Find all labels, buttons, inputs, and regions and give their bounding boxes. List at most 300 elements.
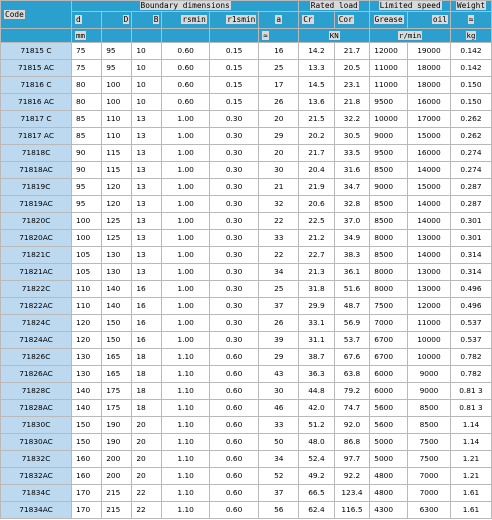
a-value-cell: 56 [259, 502, 299, 519]
oil-speed-cell: 16000 [407, 94, 450, 111]
static-load-cor-cell: 116.5 [334, 502, 370, 519]
grease-speed-cell: 9000 [370, 128, 408, 145]
width-b-cell: 13 [132, 162, 162, 179]
weight-cell: 0.81 3 [451, 400, 492, 417]
outer-diameter-cell: 110 [102, 128, 132, 145]
weight-cell: 0.314 [451, 264, 492, 281]
table-row [1, 264, 492, 281]
weight-cell: 0.537 [451, 332, 492, 349]
weight-cell: 0.142 [451, 60, 492, 77]
outer-diameter-cell: 200 [102, 451, 132, 468]
weight-cell: 0.301 [451, 213, 492, 230]
rsmin-cell: 0.60 [162, 60, 209, 77]
bore-d-cell: 170 [72, 502, 102, 519]
oil-speed-cell: 9000 [407, 366, 450, 383]
outer-diameter-cell: 165 [102, 349, 132, 366]
rsmin-cell: 1.00 [162, 247, 209, 264]
oil-speed-cell: 14000 [407, 162, 450, 179]
dynamic-load-cr-cell: 62.4 [299, 502, 335, 519]
width-b-cell: 13 [132, 213, 162, 230]
bore-d-cell: 140 [72, 400, 102, 417]
bore-d-cell: 140 [72, 383, 102, 400]
a-value-cell: 30 [259, 162, 299, 179]
dynamic-load-cr-cell: 21.7 [299, 145, 335, 162]
boundary-dimensions-header: Boundary dimensions [72, 1, 299, 12]
dynamic-load-cr-cell: 21.3 [299, 264, 335, 281]
bore-d-cell: 150 [72, 417, 102, 434]
oil-speed-cell: 18000 [407, 60, 450, 77]
bearing-code-cell: 71821C [1, 247, 72, 264]
oil-speed-cell: 14000 [407, 196, 450, 213]
a-value-cell: 37 [259, 298, 299, 315]
outer-diameter-cell: 115 [102, 162, 132, 179]
a-value-cell: 50 [259, 434, 299, 451]
static-load-cor-cell: 56.9 [334, 315, 370, 332]
bore-d-cell: 150 [72, 434, 102, 451]
static-load-cor-cell: 34.7 [334, 179, 370, 196]
rsmin-cell: 1.10 [162, 383, 209, 400]
table-row [1, 417, 492, 434]
width-b-cell: 16 [132, 315, 162, 332]
width-b-cell: 16 [132, 298, 162, 315]
bore-d-cell: 85 [72, 111, 102, 128]
dynamic-load-cr-cell: 33.1 [299, 315, 335, 332]
a-value-cell: 43 [259, 366, 299, 383]
r1smin-cell: 0.60 [209, 366, 259, 383]
dynamic-load-cr-cell: 13.3 [299, 60, 335, 77]
static-load-cor-cell: 32.2 [334, 111, 370, 128]
table-row [1, 332, 492, 349]
grease-speed-cell: 7500 [370, 298, 408, 315]
width-b-cell: 13 [132, 128, 162, 145]
table-row [1, 400, 492, 417]
rsmin-cell: 1.00 [162, 264, 209, 281]
bore-d-cell: 110 [72, 298, 102, 315]
rsmin-cell: 1.00 [162, 179, 209, 196]
outer-diameter-cell: 140 [102, 298, 132, 315]
static-load-cor-cell: 30.5 [334, 128, 370, 145]
grease-speed-cell: 8500 [370, 162, 408, 179]
r1smin-cell: 0.60 [209, 485, 259, 502]
units-r1smin-cell [209, 29, 259, 43]
weight-cell: 0.274 [451, 145, 492, 162]
static-load-cor-cell: 74.7 [334, 400, 370, 417]
rated-load-header: Rated load [299, 1, 370, 12]
r1smin-cell: 0.15 [209, 94, 259, 111]
bearing-code-cell: 71819C [1, 179, 72, 196]
oil-speed-cell: 10000 [407, 349, 450, 366]
dynamic-load-cr-cell: 20.2 [299, 128, 335, 145]
bore-d-cell: 80 [72, 77, 102, 94]
weight-cell: 0.496 [451, 281, 492, 298]
weight-cell: 0.301 [451, 230, 492, 247]
outer-diameter-cell: 130 [102, 247, 132, 264]
bearing-code-cell: 71832C [1, 451, 72, 468]
dynamic-load-cr-cell: 21.9 [299, 179, 335, 196]
r1smin-cell: 0.30 [209, 247, 259, 264]
rsmin-cell: 1.10 [162, 502, 209, 519]
static-load-cor-cell: 97.7 [334, 451, 370, 468]
bore-d-cell: 75 [72, 60, 102, 77]
weight-cell: 0.496 [451, 298, 492, 315]
bore-d-cell: 100 [72, 213, 102, 230]
outer-diameter-cell: 125 [102, 213, 132, 230]
weight-approx-header: ≈ [451, 12, 492, 29]
rsmin-cell: 1.00 [162, 196, 209, 213]
weight-cell: 0.142 [451, 43, 492, 60]
grease-speed-cell: 6000 [370, 366, 408, 383]
weight-cell: 0.262 [451, 111, 492, 128]
r1smin-cell: 0.30 [209, 298, 259, 315]
weight-cell: 1.21 [451, 468, 492, 485]
dynamic-load-cr-cell: 22.5 [299, 213, 335, 230]
width-b-cell: 18 [132, 400, 162, 417]
bearing-rows [1, 43, 492, 519]
oil-speed-cell: 7500 [407, 451, 450, 468]
header-group-row [1, 1, 492, 12]
bore-d-cell: 130 [72, 366, 102, 383]
oil-speed-cell: 13000 [407, 264, 450, 281]
width-b-cell: 20 [132, 468, 162, 485]
outer-diameter-cell: 110 [102, 111, 132, 128]
static-load-cor-cell: 63.8 [334, 366, 370, 383]
kg-unit-label: kg [451, 29, 492, 43]
d-column-header: d [72, 12, 102, 29]
a-value-cell: 26 [259, 315, 299, 332]
a-value-cell: 22 [259, 247, 299, 264]
a-value-cell: 25 [259, 60, 299, 77]
width-b-cell: 16 [132, 332, 162, 349]
outer-diameter-cell: 120 [102, 179, 132, 196]
grease-speed-cell: 5000 [370, 451, 408, 468]
rsmin-cell: 1.00 [162, 128, 209, 145]
header-sub-row [1, 12, 492, 29]
r1smin-cell: 0.30 [209, 196, 259, 213]
table-row [1, 43, 492, 60]
table-row [1, 247, 492, 264]
grease-speed-cell: 10000 [370, 111, 408, 128]
oil-speed-cell: 11000 [407, 315, 450, 332]
oil-speed-cell: 17000 [407, 111, 450, 128]
table-row [1, 383, 492, 400]
dynamic-load-cr-cell: 48.0 [299, 434, 335, 451]
bearing-code-cell: 71821AC [1, 264, 72, 281]
a-value-cell: 16 [259, 43, 299, 60]
a-value-cell: 25 [259, 281, 299, 298]
a-unit-label: ≈ [259, 29, 299, 43]
grease-speed-cell: 9000 [370, 179, 408, 196]
a-value-cell: 39 [259, 332, 299, 349]
speed-unit-label: r/min [370, 29, 451, 43]
bearing-code-cell: 71817 AC [1, 128, 72, 145]
static-load-cor-cell: 92.2 [334, 468, 370, 485]
grease-speed-cell: 6700 [370, 349, 408, 366]
r1smin-column-header: r1smin [209, 12, 259, 29]
width-b-cell: 13 [132, 230, 162, 247]
rsmin-cell: 1.00 [162, 298, 209, 315]
dynamic-load-cr-cell: 20.4 [299, 162, 335, 179]
bore-d-cell: 160 [72, 468, 102, 485]
a-value-cell: 20 [259, 145, 299, 162]
dynamic-load-cr-cell: 22.7 [299, 247, 335, 264]
r1smin-cell: 0.15 [209, 77, 259, 94]
static-load-cor-cell: 51.6 [334, 281, 370, 298]
bore-d-cell: 75 [72, 43, 102, 60]
weight-cell: 0.150 [451, 77, 492, 94]
weight-cell: 0.262 [451, 128, 492, 145]
bearing-code-cell: 71834AC [1, 502, 72, 519]
width-b-cell: 13 [132, 264, 162, 281]
oil-speed-cell: 16000 [407, 145, 450, 162]
weight-cell: 0.287 [451, 179, 492, 196]
weight-header: Weight [451, 1, 492, 12]
units-B-cell [132, 29, 162, 43]
bearing-code-cell: 71818AC [1, 162, 72, 179]
grease-speed-cell: 4300 [370, 502, 408, 519]
grease-speed-cell: 8500 [370, 196, 408, 213]
weight-cell: 0.274 [451, 162, 492, 179]
a-value-cell: 29 [259, 349, 299, 366]
rsmin-cell: 1.10 [162, 485, 209, 502]
grease-column-header: Grease [370, 12, 408, 29]
width-b-cell: 10 [132, 77, 162, 94]
static-load-cor-cell: 31.6 [334, 162, 370, 179]
bore-d-cell: 100 [72, 230, 102, 247]
bearing-code-cell: 71832AC [1, 468, 72, 485]
oil-speed-cell: 14000 [407, 247, 450, 264]
table-row [1, 128, 492, 145]
bearing-code-cell: 71822AC [1, 298, 72, 315]
grease-speed-cell: 11000 [370, 60, 408, 77]
bearing-code-cell: 71817 C [1, 111, 72, 128]
table-row [1, 315, 492, 332]
grease-speed-cell: 4800 [370, 485, 408, 502]
static-load-cor-cell: 67.6 [334, 349, 370, 366]
grease-speed-cell: 5600 [370, 417, 408, 434]
width-b-cell: 18 [132, 383, 162, 400]
oil-speed-cell: 7000 [407, 485, 450, 502]
outer-diameter-cell: 125 [102, 230, 132, 247]
oil-speed-cell: 15000 [407, 179, 450, 196]
rsmin-cell: 0.60 [162, 43, 209, 60]
static-load-cor-cell: 34.9 [334, 230, 370, 247]
outer-diameter-cell: 175 [102, 383, 132, 400]
rsmin-cell: 1.00 [162, 213, 209, 230]
oil-speed-cell: 9000 [407, 383, 450, 400]
bearing-code-cell: 71820AC [1, 230, 72, 247]
outer-diameter-cell: 100 [102, 94, 132, 111]
outer-diameter-cell: 215 [102, 485, 132, 502]
bearing-code-cell: 71816 AC [1, 94, 72, 111]
dynamic-load-cr-cell: 14.5 [299, 77, 335, 94]
bearing-code-cell: 71830AC [1, 434, 72, 451]
static-load-cor-cell: 123.4 [334, 485, 370, 502]
rsmin-cell: 1.10 [162, 349, 209, 366]
a-value-cell: 21 [259, 179, 299, 196]
grease-speed-cell: 8500 [370, 213, 408, 230]
width-b-cell: 18 [132, 349, 162, 366]
oil-speed-cell: 8500 [407, 400, 450, 417]
weight-cell: 0.782 [451, 349, 492, 366]
a-value-cell: 46 [259, 400, 299, 417]
rsmin-cell: 0.60 [162, 94, 209, 111]
r1smin-cell: 0.30 [209, 281, 259, 298]
mm-unit-label: mm [72, 29, 102, 43]
table-row [1, 179, 492, 196]
width-b-cell: 20 [132, 434, 162, 451]
rsmin-cell: 1.10 [162, 451, 209, 468]
outer-diameter-cell: 175 [102, 400, 132, 417]
weight-cell: 1.14 [451, 434, 492, 451]
weight-cell: 0.150 [451, 94, 492, 111]
table-row [1, 468, 492, 485]
units-D-cell [102, 29, 132, 43]
r1smin-cell: 0.30 [209, 111, 259, 128]
static-load-cor-cell: 21.8 [334, 94, 370, 111]
static-load-cor-cell: 48.7 [334, 298, 370, 315]
width-b-cell: 13 [132, 196, 162, 213]
width-b-cell: 22 [132, 485, 162, 502]
oil-column-header: oil [407, 12, 450, 29]
bearing-code-cell: 71815 C [1, 43, 72, 60]
outer-diameter-cell: 190 [102, 417, 132, 434]
bore-d-cell: 105 [72, 247, 102, 264]
bearing-code-cell: 71824C [1, 315, 72, 332]
a-value-cell: 37 [259, 485, 299, 502]
static-load-cor-cell: 33.5 [334, 145, 370, 162]
static-load-cor-cell: 79.2 [334, 383, 370, 400]
table-row [1, 213, 492, 230]
width-b-cell: 16 [132, 281, 162, 298]
rsmin-cell: 1.10 [162, 417, 209, 434]
weight-cell: 1.21 [451, 451, 492, 468]
bore-d-cell: 90 [72, 162, 102, 179]
bearing-code-cell: 71834C [1, 485, 72, 502]
oil-speed-cell: 13000 [407, 230, 450, 247]
outer-diameter-cell: 120 [102, 196, 132, 213]
width-b-cell: 10 [132, 60, 162, 77]
grease-speed-cell: 7000 [370, 315, 408, 332]
code-column-header: Code [1, 1, 72, 29]
width-b-cell: 20 [132, 451, 162, 468]
r1smin-cell: 0.30 [209, 264, 259, 281]
static-load-cor-cell: 92.0 [334, 417, 370, 434]
table-row [1, 111, 492, 128]
table-row [1, 196, 492, 213]
r1smin-cell: 0.15 [209, 60, 259, 77]
rsmin-column-header: rsmin [162, 12, 209, 29]
grease-speed-cell: 9500 [370, 145, 408, 162]
bore-d-cell: 110 [72, 281, 102, 298]
table-row [1, 281, 492, 298]
grease-speed-cell: 4800 [370, 468, 408, 485]
width-b-cell: 20 [132, 417, 162, 434]
grease-speed-cell: 12000 [370, 43, 408, 60]
static-load-cor-cell: 36.1 [334, 264, 370, 281]
table-row [1, 298, 492, 315]
bore-d-cell: 120 [72, 315, 102, 332]
weight-cell: 1.61 [451, 485, 492, 502]
outer-diameter-cell: 95 [102, 43, 132, 60]
r1smin-cell: 0.30 [209, 213, 259, 230]
rsmin-cell: 1.00 [162, 145, 209, 162]
cor-column-header: Cor [334, 12, 370, 29]
oil-speed-cell: 7500 [407, 434, 450, 451]
grease-speed-cell: 8000 [370, 264, 408, 281]
table-row [1, 77, 492, 94]
D-column-header: D [102, 12, 132, 29]
width-b-cell: 18 [132, 366, 162, 383]
rsmin-cell: 1.00 [162, 230, 209, 247]
width-b-cell: 13 [132, 179, 162, 196]
dynamic-load-cr-cell: 31.1 [299, 332, 335, 349]
rsmin-cell: 1.00 [162, 111, 209, 128]
r1smin-cell: 0.30 [209, 230, 259, 247]
bore-d-cell: 80 [72, 94, 102, 111]
dynamic-load-cr-cell: 20.6 [299, 196, 335, 213]
static-load-cor-cell: 86.8 [334, 434, 370, 451]
static-load-cor-cell: 53.7 [334, 332, 370, 349]
weight-cell: 0.782 [451, 366, 492, 383]
width-b-cell: 13 [132, 247, 162, 264]
a-value-cell: 33 [259, 417, 299, 434]
rsmin-cell: 1.00 [162, 332, 209, 349]
outer-diameter-cell: 200 [102, 468, 132, 485]
table-row [1, 349, 492, 366]
oil-speed-cell: 18000 [407, 77, 450, 94]
grease-speed-cell: 8000 [370, 230, 408, 247]
bearing-code-cell: 71828C [1, 383, 72, 400]
bearing-code-cell: 71826C [1, 349, 72, 366]
a-value-cell: 17 [259, 77, 299, 94]
bore-d-cell: 160 [72, 451, 102, 468]
dynamic-load-cr-cell: 44.8 [299, 383, 335, 400]
r1smin-cell: 0.30 [209, 332, 259, 349]
bore-d-cell: 105 [72, 264, 102, 281]
table-row [1, 94, 492, 111]
grease-speed-cell: 6700 [370, 332, 408, 349]
static-load-cor-cell: 38.3 [334, 247, 370, 264]
grease-speed-cell: 11000 [370, 77, 408, 94]
grease-speed-cell: 8000 [370, 281, 408, 298]
oil-speed-cell: 14000 [407, 213, 450, 230]
rsmin-cell: 1.10 [162, 400, 209, 417]
grease-speed-cell: 9500 [370, 94, 408, 111]
grease-speed-cell: 5600 [370, 400, 408, 417]
table-row [1, 434, 492, 451]
dynamic-load-cr-cell: 49.2 [299, 468, 335, 485]
dynamic-load-cr-cell: 42.0 [299, 400, 335, 417]
r1smin-cell: 0.30 [209, 162, 259, 179]
weight-cell: 1.14 [451, 417, 492, 434]
rsmin-cell: 1.10 [162, 468, 209, 485]
kn-unit-label: KN [299, 29, 370, 43]
r1smin-cell: 0.15 [209, 43, 259, 60]
bearing-code-cell: 71818C [1, 145, 72, 162]
bore-d-cell: 170 [72, 485, 102, 502]
width-b-cell: 13 [132, 111, 162, 128]
bearing-code-cell: 71822C [1, 281, 72, 298]
outer-diameter-cell: 150 [102, 332, 132, 349]
a-value-cell: 29 [259, 128, 299, 145]
rsmin-cell: 1.00 [162, 162, 209, 179]
r1smin-cell: 0.60 [209, 349, 259, 366]
weight-cell: 0.81 3 [451, 383, 492, 400]
grease-speed-cell: 6000 [370, 383, 408, 400]
oil-speed-cell: 13000 [407, 281, 450, 298]
units-row [1, 29, 492, 43]
rsmin-cell: 1.00 [162, 315, 209, 332]
